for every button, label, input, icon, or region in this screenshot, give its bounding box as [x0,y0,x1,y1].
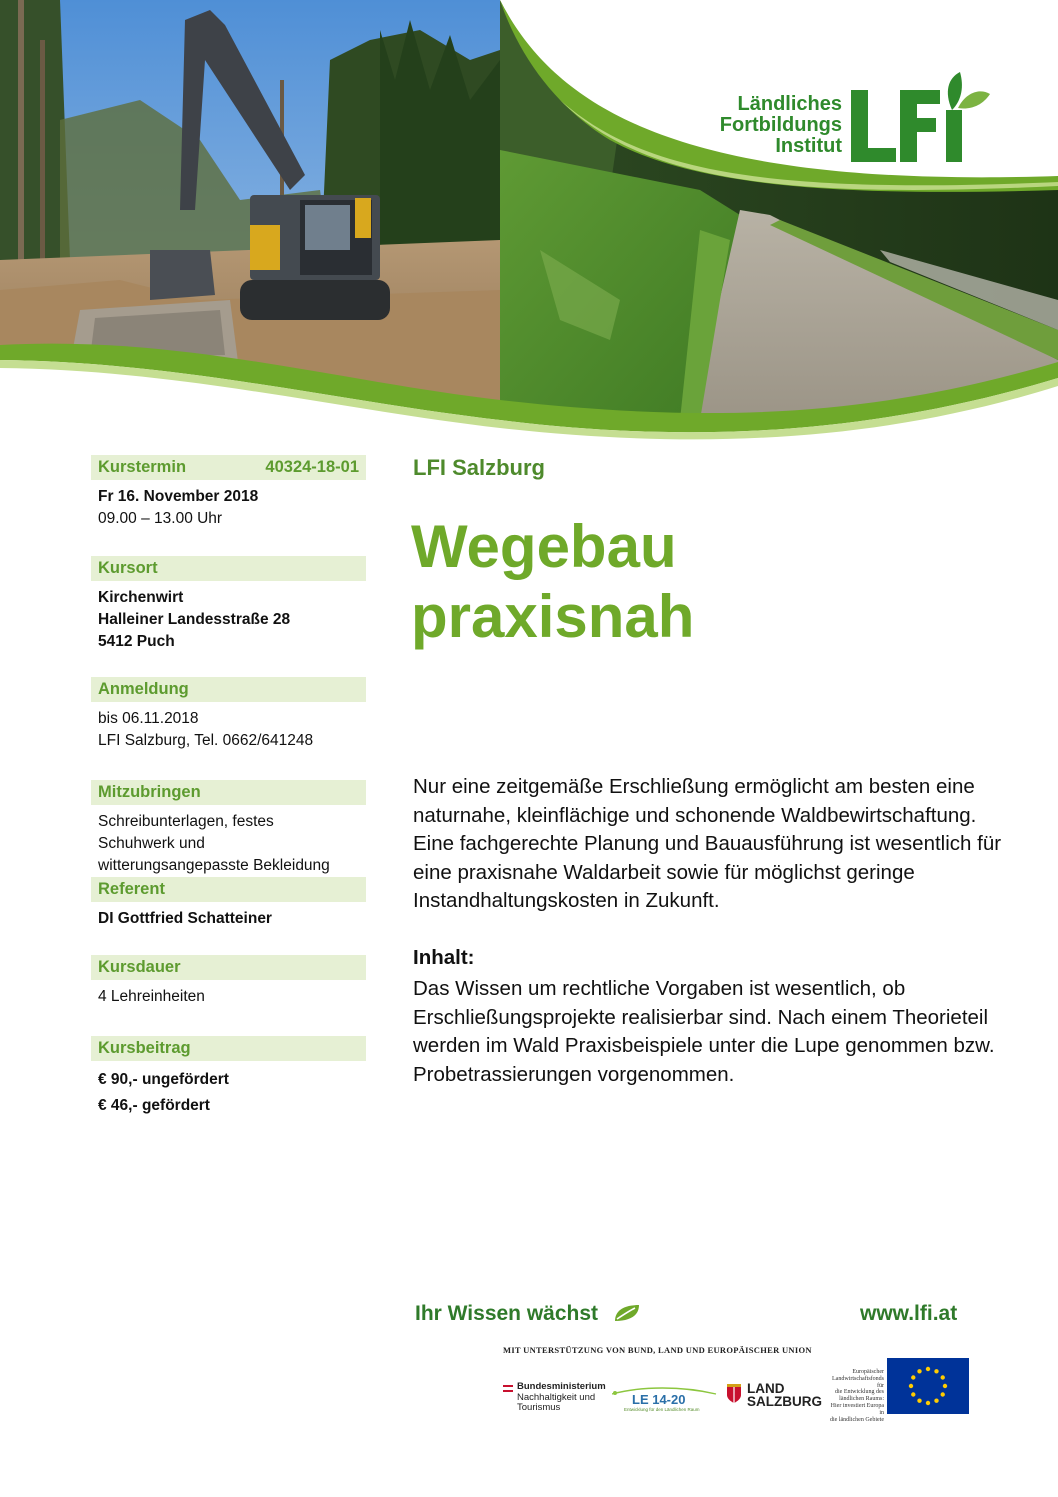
organizer-label: LFI Salzburg [413,455,545,480]
venue-street: Halleiner Landesstraße 28 [98,611,291,628]
eu-star-icon [911,1375,915,1379]
section-mitzubringen [91,780,366,877]
eu-star-icon [934,1369,938,1373]
eu-flag-icon [887,1358,969,1414]
section-label: Kurstermin [98,458,187,476]
course-duration: 4 Lehreinheiten [98,988,205,1005]
section-label: Anmeldung [98,680,189,698]
registration-contact: LFI Salzburg, Tel. 0662/641248 [98,732,314,749]
course-time: 09.00 – 13.00 Uhr [98,510,223,527]
section-label: Referent [98,880,165,898]
austria-flag-icon [503,1385,513,1392]
land-name [747,1382,822,1408]
coat-of-arms-icon [726,1384,742,1404]
header-photo-band [0,0,1058,445]
section-label: Kursdauer [98,958,181,976]
eu-star-icon [911,1392,915,1396]
lfi-logo[interactable] [708,70,998,170]
bring-item-line: witterungsangepasste Bekleidung [98,857,330,874]
ministry-line: Tourismus [517,1402,561,1413]
section-kursdauer [91,955,366,1008]
price-subsidized: € 46,- gefördert [98,1097,210,1114]
section-anmeldung [91,677,366,752]
logo-wordmark [708,94,842,157]
lfi-leaf-mark-icon [848,70,993,170]
logo-line-3: Institut [775,135,842,157]
eu-fund-line: die Entwicklung des [835,1389,884,1396]
website-link[interactable]: www.lfi.at [860,1302,958,1325]
eu-star-icon [909,1384,913,1388]
course-title [411,512,694,652]
content-paragraph: Das Wissen um rechtliche Vorgaben ist wesentlich, ob Erschließungsprojekte realisierbar sind. Nach einem Theorieteil werden im Wald Praxisbeispiele unter die Lupe genommen bzw. Probetrassierungen vorgenommen. [413,977,995,1086]
logo-line-2: Fortbildungs [719,114,842,136]
eu-star-icon [941,1392,945,1396]
le-program-name: LE 14-20 [632,1392,686,1407]
eu-fund-line: die ländlichen Gebiete [830,1416,884,1423]
section-header [91,780,366,805]
section-header [91,955,366,980]
eu-star-icon [926,1367,930,1371]
section-label: Kursort [98,559,158,577]
speaker-name: DI Gottfried Schatteiner [98,910,272,927]
section-kurstermin [91,455,366,530]
title-line-1: Wegebau [411,513,677,580]
bring-item-line: Schreibunterlagen, festes [98,813,274,830]
eu-star-icon [926,1401,930,1405]
ministry-line: Bundesministerium [517,1381,606,1392]
land-line: SALZBURG [747,1394,822,1409]
eu-star-icon [943,1384,947,1388]
eu-star-icon [941,1375,945,1379]
intro-paragraph: Nur eine zeitgemäße Erschließung ermöglicht am besten eine naturnahe, kleinflächige und schonende Waldbewirtschaftung. Eine fachgerechte Planung und Bauausführung ist wesentlich für eine praxisnahe Waldarbeit sowie für möglichst geringe Instandhaltungskosten in Zukunft. [413,775,1002,912]
course-code: 40324-18-01 [265,458,359,476]
header-photos [0,0,1058,445]
bring-item-line: Schuhwerk und [98,835,205,852]
section-header [91,556,366,581]
section-header [91,877,366,902]
content-heading: Inhalt: [413,946,475,969]
land-salzburg-logo [726,1380,826,1416]
ministry-name [517,1382,617,1414]
venue-name: Kirchenwirt [98,589,184,606]
section-header [91,677,366,702]
eu-fund-line: Hier investiert Europa in [830,1402,884,1416]
eu-star-icon [934,1399,938,1403]
section-kursort [91,556,366,653]
eu-fund-line: Europäischer [852,1369,884,1375]
section-label: Mitzubringen [98,783,201,801]
eu-fund-text [826,1369,884,1423]
section-header [91,1036,366,1061]
le-program-logo [612,1382,717,1414]
eu-star-icon [917,1399,921,1403]
section-kursbeitrag [91,1036,366,1119]
course-date: Fr 16. November 2018 [98,488,259,505]
section-label: Kursbeitrag [98,1039,191,1057]
leaf-icon [613,1303,641,1323]
land-line: LAND [747,1381,785,1396]
venue-city: 5412 Puch [98,633,175,650]
price-unsubsidized: € 90,- ungefördert [98,1071,229,1088]
section-referent [91,877,366,930]
le-program-subtitle: Entwicklung für den Ländlichen Raum [624,1407,700,1412]
logo-line-1: Ländliches [737,93,842,115]
slogan: Ihr Wissen wächst [415,1302,599,1325]
registration-deadline: bis 06.11.2018 [98,710,199,727]
eu-fund-line: Landwirtschaftsfonds für [832,1375,884,1389]
eu-fund-line: ländlichen Raums: [839,1396,884,1403]
title-line-2: praxisnah [411,583,695,650]
eu-star-icon [917,1369,921,1373]
ministry-line: Nachhaltigkeit und [517,1391,596,1403]
funding-notice: MIT UNTERSTÜTZUNG VON BUND, LAND UND EUROPÄISCHER UNION [503,1345,812,1355]
section-header [91,455,366,480]
